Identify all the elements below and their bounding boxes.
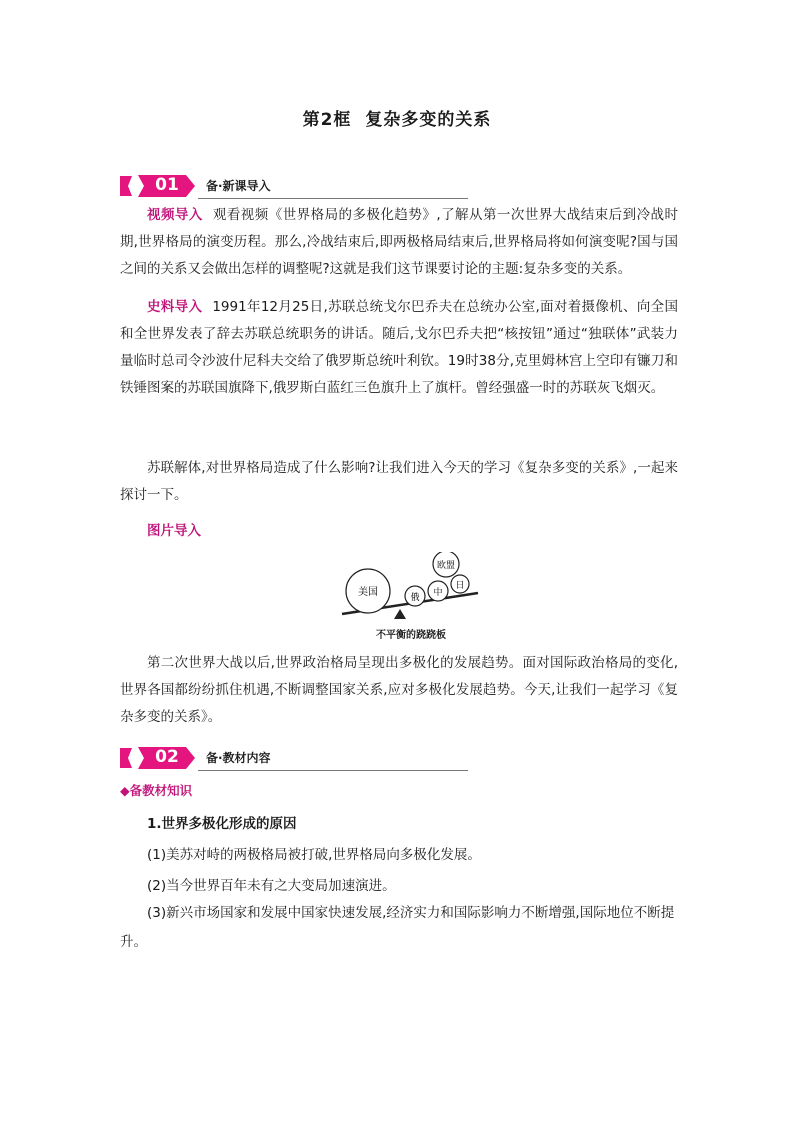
list-item: (1)美苏对峙的两极格局被打破,世界格局向多极化发展。 <box>147 847 481 863</box>
figure-caption: 不平衡的跷跷板 <box>376 630 446 641</box>
picture-intro-tag: 图片导入 <box>147 523 201 539</box>
section-label: 备·教材内容 <box>206 751 271 765</box>
page-title <box>0 105 794 130</box>
video-intro-paragraph <box>120 202 678 283</box>
usa-label: 美国 <box>358 587 378 598</box>
eu-label: 欧盟 <box>436 561 456 571</box>
video-intro-text: 观看视频《世界格局的多极化趋势》,了解从第一次世界大战结束后到冷战时期,世界格局的演变历程。那么,冷战结束后,即两极格局结束后,世界格局将如何演变呢?国与国之间的关系又会做出怎样的调整呢?这就是我们这节课要讨论的主题:复杂多变的关系。 <box>120 207 679 277</box>
section-divider <box>198 198 468 199</box>
list-item: (3)新兴市场国家和发展中国家快速发展,经济实力和国际影响力不断增强,国际地位不断提升。 <box>120 905 675 950</box>
question-paragraph: 苏联解体,对世界格局造成了什么影响?让我们进入今天的学习《复杂多变的关系》,一起来探讨一下。 <box>120 460 678 503</box>
section-banner-02 <box>120 744 468 772</box>
history-intro-tag: 史料导入 <box>147 299 203 315</box>
section-label: 备·新课导入 <box>206 179 271 193</box>
russia-label: 俄 <box>410 593 420 603</box>
title-lesson-number: 第2框 <box>302 110 352 130</box>
video-intro-tag: 视频导入 <box>147 207 203 223</box>
japan-label: 日 <box>455 581 465 591</box>
section-divider <box>198 770 468 771</box>
history-intro-paragraph <box>120 294 678 402</box>
point-title: 1.世界多极化形成的原因 <box>147 816 297 832</box>
picture-intro-paragraph: 第二次世界大战以后,世界政治格局呈现出多极化的发展趋势。面对国际政治格局的变化,世界各国都纷纷抓住机遇,不断调整国家关系,应对多极化发展趋势。今天,让我们一起学习《复杂多变的关系》。 <box>120 655 678 725</box>
section-banner-01 <box>120 172 468 200</box>
section-number: 02 <box>155 747 179 767</box>
section-number: 01 <box>155 175 179 195</box>
history-intro-text: 1991年12月25日,苏联总统戈尔巴乔夫在总统办公室,面对着摄像机、向全国和全世界发表了辞去苏联总统职务的讲话。随后,戈尔巴乔夫把“核按钮”通过“独联体”武装力量临时总司令沙波什尼科夫交给了俄罗斯总统叶利钦。19时38分,克里姆林宫上空印有镰刀和铁锤图案的苏联国旗降下,俄罗斯白蓝红三色旗升上了旗杆。曾经强盛一时的苏联灰飞烟灭。 <box>120 299 679 396</box>
title-text: 复杂多变的关系 <box>365 110 492 130</box>
china-label: 中 <box>433 588 443 598</box>
knowledge-heading: ◆备教材知识 <box>120 783 193 798</box>
list-item: (2)当今世界百年未有之大变局加速演进。 <box>147 878 396 894</box>
seesaw-fulcrum <box>394 609 406 619</box>
